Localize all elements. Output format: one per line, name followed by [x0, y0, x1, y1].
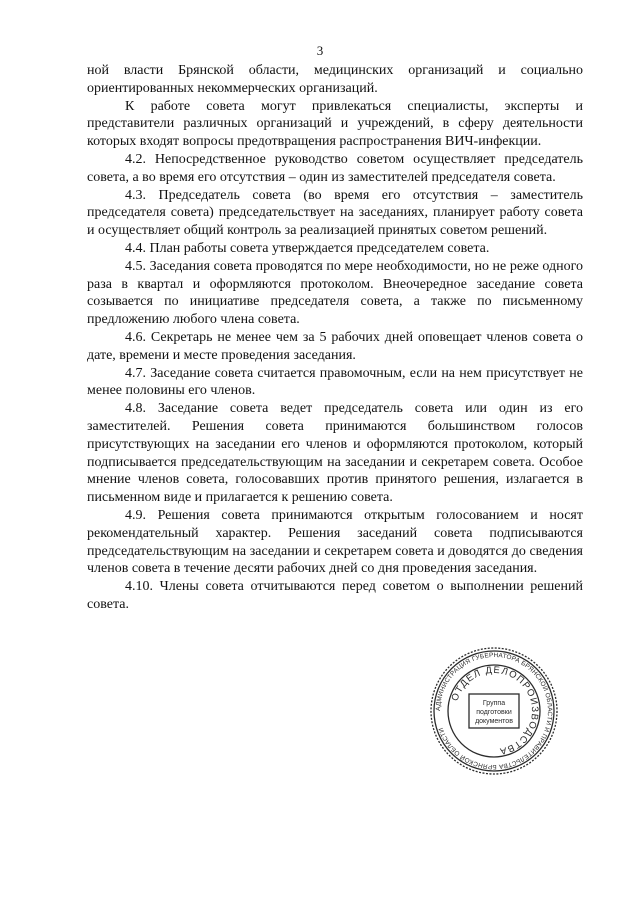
stamp-seal-graphic: [429, 646, 559, 776]
stamp-center-line-2: подготовки: [476, 709, 512, 716]
stamp-center-line-1: Группа: [482, 700, 506, 707]
page-number: 3: [316, 43, 324, 58]
paragraph-4-7: 4.7. Заседание совета считается правомочным, если на нем присутствует не менее половины его членов.: [87, 365, 583, 399]
stamp-outer-text: АДМИНИСТРАЦИЯ ГУБЕРНАТОРА БРЯНСКОЙ ОБЛАСТИ И ПРАВИТЕЛЬСТВА БРЯНСКОЙ ОБЛАСТИ: [434, 651, 554, 771]
paragraph-4-9: 4.9. Решения совета принимаются открытым голосованием и носят рекомендательный характер. Решения заседаний совета подписываются председательствующим на заседании и секретарем совета и доводятся до сведения членов совета в течение десяти рабочих дней со дня проведения заседания.: [87, 507, 583, 577]
document-body: [87, 62, 583, 614]
paragraph-continuation: ной власти Брянской области, медицинских организаций и социально ориентированных некоммерческих организаций.: [87, 63, 583, 96]
official-stamp: [429, 646, 559, 776]
paragraph-4-2: 4.2. Непосредственное руководство советом осуществляет председатель совета, а во время его отсутствия – один из заместителей председателя совета.: [87, 151, 583, 185]
paragraph-specialists: К работе совета могут привлекаться специалисты, эксперты и представители различных организаций и учреждений, в сферу деятельности которых входят вопросы предотвращения распространения ВИЧ-инфекции.: [87, 98, 583, 150]
stamp-center-line-3: документов: [475, 718, 513, 725]
paragraph-4-5: 4.5. Заседания совета проводятся по мере необходимости, но не реже одного раза в квартал и оформляются протоколом. Внеочередное заседание совета созывается по инициативе председателя совета, а также по письменному предложению любого члена совета.: [87, 258, 583, 328]
paragraph-4-4: 4.4. План работы совета утверждается председателем совета.: [125, 240, 490, 256]
paragraph-4-6: 4.6. Секретарь не менее чем за 5 рабочих дней оповещает членов совета о дате, времени и месте проведения заседания.: [87, 329, 583, 363]
paragraph-4-3: 4.3. Председатель совета (во время его отсутствия – заместитель председателя совета) председательствует на заседаниях, планирует работу совета и осуществляет общий контроль за реализацией принятых советом решений.: [87, 187, 583, 239]
paragraph-4-8: 4.8. Заседание совета ведет председатель совета или один из его заместителей. Решения совета принимаются большинством голосов присутствующих на заседании его членов и оформляются протоколом, который подписывается председательствующим на заседании и секретарем совета. Особое мнение членов совета, голосовавших против принятого решения, излагается в письменном виде и прилагается к решению совета.: [87, 401, 583, 506]
paragraph-4-10: 4.10. Члены совета отчитываются перед советом о выполнении решений совета.: [87, 579, 583, 612]
stamp-inner-text: ОТДЕЛ ДЕЛОПРОИЗВОДСТВА: [449, 664, 541, 757]
